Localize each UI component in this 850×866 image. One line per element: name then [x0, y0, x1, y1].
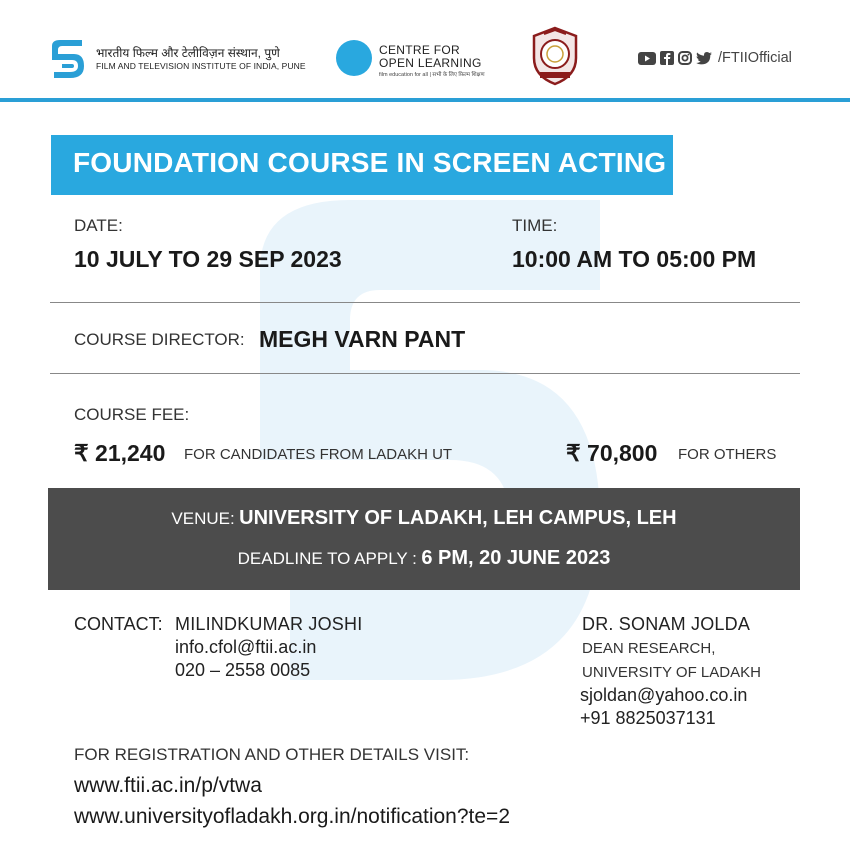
- social-links: [638, 50, 792, 66]
- facebook-icon[interactable]: [660, 51, 674, 65]
- fee-ladakh-amount: ₹ 21,240: [74, 440, 166, 466]
- contact2-role: DEAN RESEARCH,: [582, 640, 716, 657]
- venue-banner: [48, 488, 800, 590]
- ftii-name-english: FILM AND TELEVISION INSTITUTE OF INDIA, PUNE: [96, 61, 306, 71]
- ftii-logo: [48, 36, 88, 80]
- time-value: 10:00 AM TO 05:00 PM: [512, 246, 757, 272]
- contact1-email[interactable]: info.cfol@ftii.ac.in: [175, 637, 317, 657]
- venue-line: [48, 507, 800, 530]
- header-divider: [0, 98, 850, 102]
- contact1-phone: 020 – 2558 0085: [175, 660, 311, 680]
- divider: [50, 302, 800, 303]
- registration-url-ftii[interactable]: www.ftii.ac.in/p/vtwa: [74, 774, 262, 797]
- ftii-watermark: [230, 160, 610, 720]
- date-label: DATE:: [74, 216, 123, 235]
- contact2-email[interactable]: sjoldan@yahoo.co.in: [580, 685, 748, 705]
- time-label: TIME:: [512, 216, 558, 235]
- twitter-icon[interactable]: [696, 52, 712, 65]
- registration-url-uol[interactable]: www.universityofladakh.org.in/notification?te=2: [74, 805, 510, 828]
- ftii-name-hindi: भारतीय फिल्म और टेलीविज़न संस्थान, पुणे: [96, 46, 280, 60]
- contact2-phone: +91 8825037131: [580, 708, 716, 728]
- contact1-name: MILINDKUMAR JOSHI: [175, 614, 363, 634]
- cfol-name-line1: CENTRE FOR: [379, 43, 460, 57]
- cfol-name-line2: OPEN LEARNING: [379, 56, 482, 70]
- cfol-logo: [336, 40, 372, 76]
- youtube-icon[interactable]: [638, 52, 656, 65]
- deadline-label: DEADLINE TO APPLY :: [237, 549, 417, 568]
- contact2-name: DR. SONAM JOLDA: [582, 614, 751, 634]
- fee-ladakh-note: FOR CANDIDATES FROM LADAKH UT: [184, 446, 453, 463]
- fee-others-note: FOR OTHERS: [678, 446, 777, 463]
- director-name: MEGH VARN PANT: [259, 326, 466, 352]
- university-of-ladakh-seal: [530, 26, 580, 86]
- director-label: COURSE DIRECTOR:: [74, 330, 245, 349]
- course-title: FOUNDATION COURSE IN SCREEN ACTING: [73, 147, 667, 178]
- divider: [50, 373, 800, 374]
- venue-label: VENUE:: [171, 509, 235, 528]
- social-handle: /FTIIOfficial: [718, 50, 792, 66]
- registration-label: FOR REGISTRATION AND OTHER DETAILS VISIT:: [74, 745, 470, 764]
- deadline-value: 6 PM, 20 JUNE 2023: [421, 547, 611, 569]
- fee-label: COURSE FEE:: [74, 405, 190, 424]
- deadline-line: [48, 547, 800, 570]
- instagram-icon[interactable]: [678, 51, 692, 65]
- contact2-org: UNIVERSITY OF LADAKH: [582, 664, 761, 681]
- cfol-tagline: film education for all | सभी के लिए फ़िल्म शिक्षण: [379, 72, 485, 78]
- fee-others-amount: ₹ 70,800: [566, 440, 658, 466]
- date-value: 10 JULY TO 29 SEP 2023: [74, 246, 342, 272]
- venue-value: UNIVERSITY OF LADAKH, LEH CAMPUS, LEH: [239, 507, 677, 529]
- contact-label: CONTACT:: [74, 614, 163, 634]
